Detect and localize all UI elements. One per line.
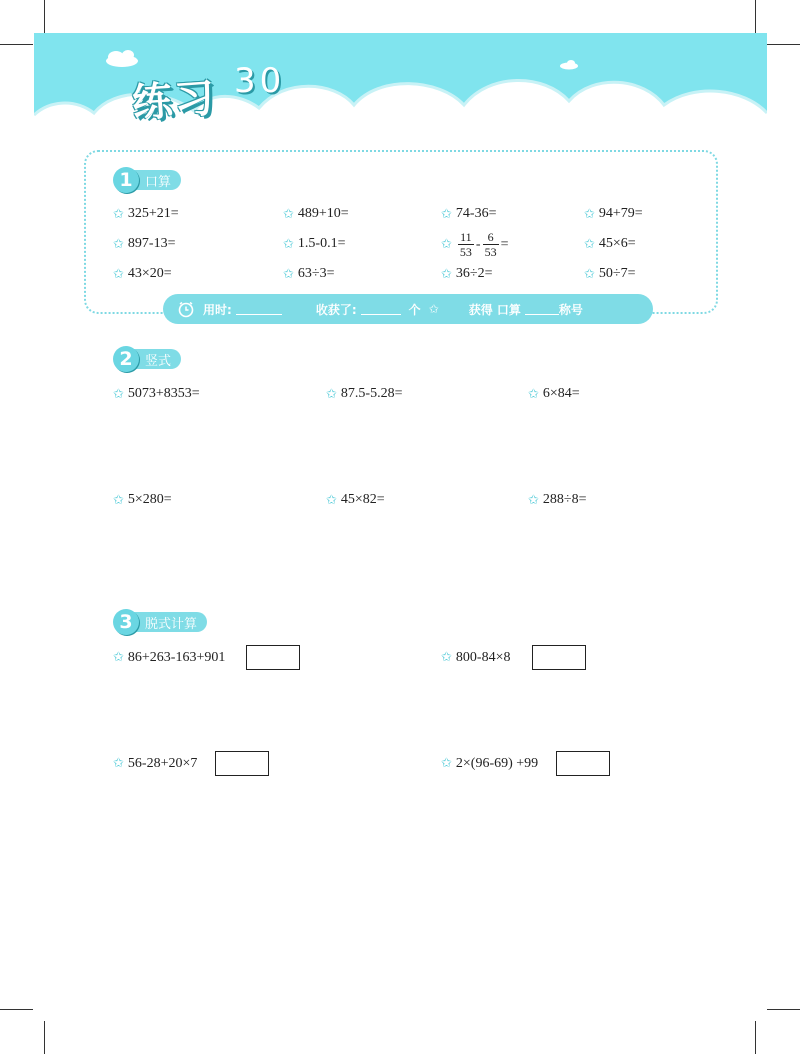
star-icon: ✩ (441, 237, 452, 252)
header-banner (34, 33, 767, 138)
vertical-problem: ✩ 6×84= (528, 386, 580, 402)
star-icon: ✩ (283, 236, 294, 252)
answer-box[interactable] (246, 645, 300, 670)
harvest-field: 收获了: (316, 301, 401, 318)
star-icon: ✩ (113, 386, 124, 402)
star-icon: ✩ (528, 492, 539, 508)
star-icon: ✩ (113, 236, 124, 252)
oral-problem: ✩ 74-36= (441, 206, 497, 222)
crop-mark (767, 1009, 800, 1010)
star-icon: ✩ (528, 386, 539, 402)
section-title: 竖式 (133, 349, 181, 369)
star-icon: ✩ (584, 236, 595, 252)
time-record-bar (163, 294, 653, 324)
star-icon: ✩ (441, 756, 452, 771)
oral-problem: ✩ 94+79= (584, 206, 643, 222)
star-icon: ✩ (113, 650, 124, 665)
oral-problem: ✩ 1.5-0.1= (283, 236, 346, 252)
crop-mark (755, 1021, 756, 1054)
section-title: 口算 (133, 170, 181, 190)
stepwise-problem: ✩ 800-84×8 (441, 645, 586, 670)
oral-problem: ✩ 50÷7= (584, 266, 636, 282)
section-number-badge: 3 (113, 609, 139, 635)
exercise-number: 30 (234, 61, 286, 101)
star-icon: ✩ (113, 492, 124, 508)
answer-box[interactable] (556, 751, 610, 776)
star-icon: ✩ (283, 266, 294, 282)
earn-title-field: 获得 口算 称号 (468, 302, 583, 317)
stepwise-problem: ✩ 2×(96-69) +99 (441, 751, 610, 776)
page-title: 练习 (130, 75, 218, 127)
section-title: 脱式计算 (133, 612, 207, 632)
time-used-field: 用时: (203, 301, 282, 318)
vertical-problem: ✩ 45×82= (326, 492, 385, 508)
oral-problem: ✩ 489+10= (283, 206, 349, 222)
vertical-problem: ✩ 5×280= (113, 492, 172, 508)
oral-problem: ✩ 63÷3= (283, 266, 335, 282)
star-icon: ✩ (441, 206, 452, 222)
section1-header (113, 167, 181, 193)
answer-box[interactable] (532, 645, 586, 670)
section2-header (113, 346, 181, 372)
stepwise-problem: ✩ 56-28+20×7 (113, 751, 269, 776)
answer-box[interactable] (215, 751, 269, 776)
oral-problem: ✩ 36÷2= (441, 266, 493, 282)
star-icon: ✩ (441, 650, 452, 665)
crop-mark (0, 1009, 33, 1010)
oral-problem: ✩ 897-13= (113, 236, 176, 252)
clock-icon (177, 300, 195, 318)
vertical-problem: ✩ 288÷8= (528, 492, 587, 508)
section-number-badge: 1 (113, 167, 139, 193)
oral-problem: ✩ 45×6= (584, 236, 636, 252)
fraction: $\frac{6}{53}$ (484, 230, 497, 259)
star-icon: ✩ (113, 266, 124, 282)
star-icon: ✩ (283, 206, 294, 222)
star-icon: ✩ (326, 492, 337, 508)
stepwise-problem: ✩ 86+263-163+901 (113, 645, 300, 670)
crop-mark (44, 0, 45, 33)
oral-problem: ✩ 43×20= (113, 266, 172, 282)
crop-mark (0, 44, 33, 45)
fraction: $\frac{11}{53}$ (459, 230, 472, 259)
crop-mark (767, 44, 800, 45)
crop-mark (755, 0, 756, 33)
star-icon: ✩ (584, 206, 595, 222)
count-unit: 个 (408, 302, 421, 317)
star-icon: ✩ (326, 386, 337, 402)
crop-mark (44, 1021, 45, 1054)
oral-problem-fraction: ✩ $\frac{11}{53}$ - $\frac{6}{53}$ = (441, 230, 509, 259)
star-icon: ✩ (441, 266, 452, 282)
star-icon: ✩ (113, 756, 124, 771)
star-icon: ✩ (428, 302, 439, 316)
star-icon: ✩ (584, 266, 595, 282)
section3-header (113, 609, 207, 635)
vertical-problem: ✩ 5073+8353= (113, 386, 200, 402)
star-icon: ✩ (113, 206, 124, 222)
section-number-badge: 2 (113, 346, 139, 372)
oral-problem: ✩ 325+21= (113, 206, 179, 222)
vertical-problem: ✩ 87.5-5.28= (326, 386, 403, 402)
